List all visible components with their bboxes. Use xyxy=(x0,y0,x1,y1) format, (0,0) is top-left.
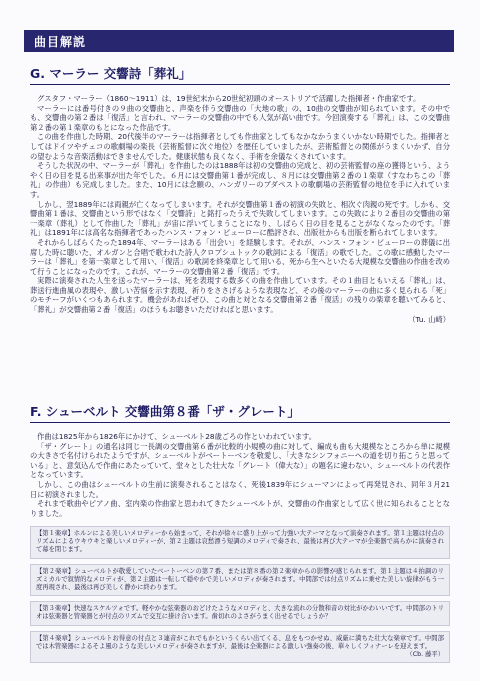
movement-text: 【第１楽章】ホルンによる美しいメロディーから始まって、それが徐々に盛り上がって力強い大テーマとなって演奏されます。第１主題は付点のリズムによるウキウキと楽しいメロディーが、第２主題は哀愁漂う短調のメロディで奏され、最後は再び大テーマが全楽器で高らかに演奏されて幕を閉じます。 xyxy=(36,530,445,554)
section-body-mahler xyxy=(30,94,450,324)
page-header xyxy=(24,30,454,52)
paragraph: 「ザ・グレート」の通名は同じ一長調の交響曲第６番が比較的小規模の曲に対して、編成も曲も大規模なところから単に規模の大きさで名付けられたようですが、シューベルトがベートーベンを敬愛し、「大きなシンフォニーへの道を切り拓こうと思っている」と、意気込んで作曲にあたっていて、堂々とした壮大な「グレート（偉大な）」の題名に違わない、シューベルトの代表作となっています。 xyxy=(30,441,450,480)
page-title: 曲目解説 xyxy=(34,35,87,49)
paragraph: 作曲は1825年から1826年にかけて、シューベルト28歳ごろの作といわれています。 xyxy=(37,432,317,441)
movement-text: 【第４楽章】シューベルトお得意の付点と３連音がこれでもかというくらい出てくる、息をもつかせぬ、威厳に満ちた壮大な楽章です。中間部では木管楽器によるそよ風のような美しいメロディが奏されますが、最後は全楽器による激しい強奏の後、華々しくフィナーレを迎えます。 xyxy=(36,634,444,650)
section-title-mahler: G. マーラー 交響詩「葬礼」 xyxy=(30,64,450,85)
paragraph: この曲を作曲した時期、20代後半のマーラーは指揮者としても作曲家としてもなかなかうまくいかない時期でした。指揮者としてはドイツやチェコの歌劇場の楽長（芸術監督に次ぐ地位）を歴任していましたが、芸術監督との関係がうまくいかず、自分の望むような音楽活動はできませんでした。健康状態も良くなく、手術を余儀なくされています。 xyxy=(30,132,450,161)
paragraph: グスタフ・マーラー（1860～1911）は、19世紀末から20世紀初頭のオーストリアで活躍した指揮者・作曲家です。 xyxy=(37,94,421,103)
section-body-schubert xyxy=(30,432,450,518)
author-credit: （Tu. 山崎） xyxy=(408,314,450,324)
paragraph: それまで歌曲やピアノ曲、室内楽の作曲家と思われてきたシューベルトが、交響曲の作曲家として広く世に知られることとなりました。 xyxy=(30,499,450,518)
paragraph: マーラーには番号付きの９曲の交響曲と、声楽を伴う交響曲の「大地の歌」の、10曲の交響曲が知られています。その中でも、交響曲の第２番は「復活」と言われ、マーラーの交響曲の中でも人気が高い曲です。今回演奏する「葬礼」は、この交響曲第２番の第１楽章のもとになった作品です。 xyxy=(30,103,450,132)
paragraph: それからしばらくたった1894年、マーラーはある「出会い」を経験します。それが、ハンス・フォン・ビューローの葬儀に出席した時に聴いた、オルガンと合唱で歌われた詩人クロプシュトックの歌詞による「復活」の歌でした。この歌に感動したマーラーは「葬礼」を第一楽章として用い、「復活」の歌詞を終楽章として用いる、死から生へといたる大規模な交響曲の作曲を改めて行うことになったのです。これが、マーラーの交響曲第２番「復活」です。 xyxy=(30,237,450,276)
movement-3 xyxy=(30,601,450,625)
movement-4 xyxy=(30,631,450,664)
movement-list xyxy=(30,526,450,668)
movement-text: 【第３楽章】快速なスケルツォです。軽やかな弦楽器のおどけたようなメロディと、大きな流れの分散和音の対比がかわいいです。中間部のトリオは弦楽器と管楽器とが付点のリズムで交互に掛け合います。歯切れのよさがうまく出せるでしょうか？ xyxy=(36,605,444,621)
author-credit: （Cb. 藤平） xyxy=(406,650,444,658)
paragraph: そうした状況の中、マーラーが「葬礼」を作曲したのは1888年は初の交響曲の完成と、初の芸術監督の座の獲得という、ようやく日の目を見る出来事が出た年でした。６月には交響曲第１番が完成し、８月には交響曲第２番の１楽章（すなわちこの「葬礼」の作曲）も完成しました。また、10月には念願の、ハンガリーのブダペストの歌劇場の芸術監督の地位を手に入れています。 xyxy=(30,161,450,199)
movement-2 xyxy=(30,564,450,597)
paragraph: しかし、この曲はシューベルトの生前に演奏されることはなく、死後1839年にシューマンによって再発見され、同年３月21日に初演されました。 xyxy=(30,479,450,499)
paragraph: 実際に演奏された人生を送ったマーラーは、死を表現する数多くの曲を作曲しています。その１曲目ともいえる「葬礼」は、葬送行進曲風の表現や、激しい苦悩を示す表現、祈りをささげるような表現など、その後のマーラーの曲に多く見られる「死」のモチーフがいくつもあられます。機会があればぜひ、この曲と対となる交響曲第２番「復活」の残りの楽章を聴いてみると、「葬礼」が交響曲第２番「復活」のほうもお聴きいただければと思います。 xyxy=(30,276,450,315)
section-title-schubert: F. シューベルト 交響曲第８番「ザ・グレート」 xyxy=(30,402,450,423)
movement-1 xyxy=(30,526,450,559)
paragraph: しかし、翌1889年には両親が亡くなってしまいます。それが交響曲第１番の初演の失敗と、相次ぐ肉親の死です。しかも、交響曲第１番は、交響曲という形ではなく「交響詩」と銘打ったうえで失敗してしまいます。この失敗により２番目の交響曲の第一楽章（葬礼）として作曲した「葬礼」が宙に浮いてしまうことになり、しばらく日の目を見ることがなくなったのです。「葬礼」は1891年には高名な指揮者であったハンス・フォン・ビューローに酷評され、出版社からも出版を断られてしまいます。 xyxy=(30,199,450,238)
movement-text: 【第２楽章】シューベルトが敬愛していたベートーベンの第７番、または第８番の第２楽章からの影響が感じられます。第１主題は４拍調のリズミカルで叙情的なメロディが、第２主題は一転して穏やかで美しいメロディが奏されます。中間部では付点リズムに乗せた美しい旋律がもう一度再現され、最後は再び美しく静かに終わります。 xyxy=(36,567,444,591)
